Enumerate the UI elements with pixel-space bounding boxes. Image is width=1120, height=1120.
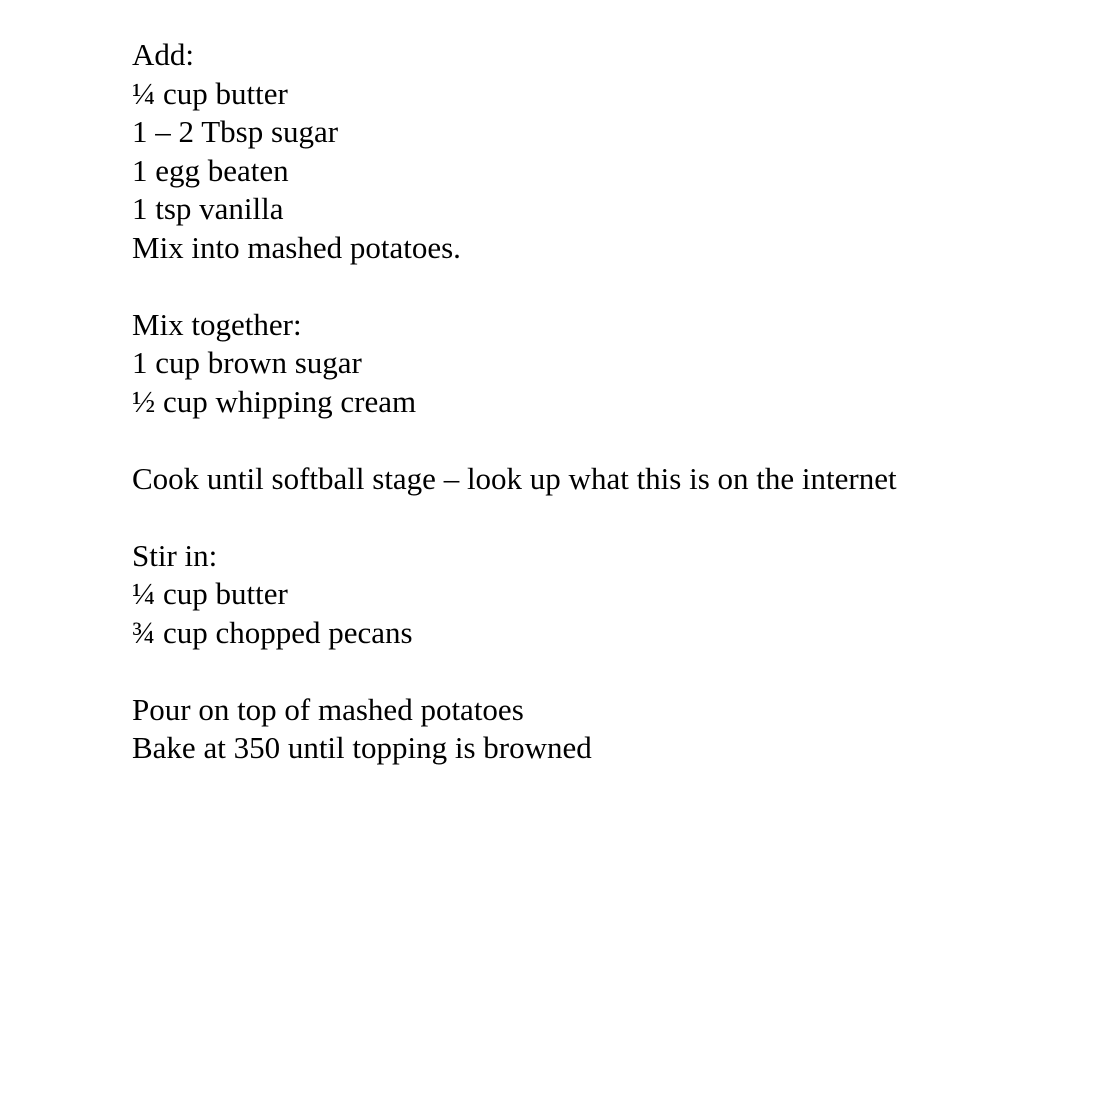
section-heading: Stir in:: [132, 537, 218, 573]
add-section: [132, 36, 1092, 267]
mix-together-section: [132, 306, 1092, 422]
instruction-line: Cook until softball stage – look up what this is on the internet: [132, 460, 897, 496]
ingredient-line: ¾ cup chopped pecans: [132, 614, 413, 650]
cook-section: [132, 460, 1092, 499]
ingredient-line: 1 egg beaten: [132, 152, 289, 188]
ingredient-line: ½ cup whipping cream: [132, 383, 417, 419]
ingredient-line: 1 – 2 Tbsp sugar: [132, 114, 339, 149]
section-heading: Mix together:: [132, 306, 302, 342]
instruction-line: Mix into mashed potatoes.: [132, 229, 461, 265]
ingredient-line: 1 tsp vanilla: [132, 191, 284, 226]
ingredient-line: 1 cup brown sugar: [132, 345, 362, 380]
recipe-document: [132, 36, 1092, 768]
section-heading: Add:: [132, 37, 194, 72]
instruction-line: Bake at 350 until topping is browned: [132, 730, 592, 765]
instruction-line: Pour on top of mashed potatoes: [132, 691, 524, 727]
ingredient-line: ¼ cup butter: [132, 75, 288, 111]
stir-in-section: [132, 537, 1092, 653]
finish-section: [132, 691, 1092, 768]
ingredient-line: ¼ cup butter: [132, 576, 288, 611]
